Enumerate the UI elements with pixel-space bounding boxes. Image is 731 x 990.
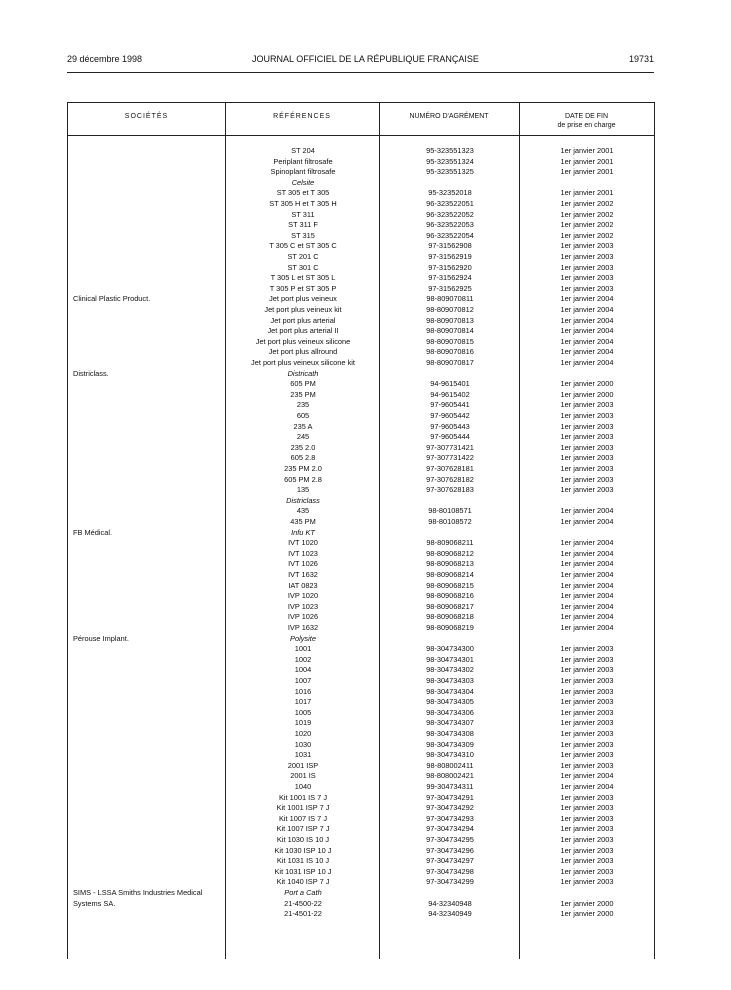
reference-cell: 605 PM 2.8 [284, 474, 322, 484]
reference-cell: Infu KT [291, 527, 315, 537]
agrement-number-cell: 98-809068214 [426, 570, 474, 579]
reference-cell: Districlass [286, 495, 320, 505]
reference-cell: 1004 [294, 665, 312, 675]
table-row [68, 178, 654, 189]
reference-cell: 1040 [294, 782, 312, 791]
end-date-cell: 1er janvier 2003 [560, 866, 614, 876]
agrement-number-cell: 98-304734300 [426, 644, 474, 654]
agrement-number-cell: 98-304734308 [426, 729, 474, 738]
reference-cell: Jet port plus veineux kit [264, 305, 342, 314]
table-row [68, 570, 654, 581]
agrement-number-cell: 97-307731421 [426, 442, 474, 452]
end-date-cell: 1er janvier 2003 [560, 729, 614, 738]
agrement-number-cell: 98-809068219 [426, 623, 474, 632]
reference-cell: IVT 1026 [288, 559, 318, 569]
reference-cell: 1030 [294, 739, 312, 749]
reference-cell: ST 305 H et T 305 H [269, 199, 337, 208]
approval-table [67, 102, 655, 959]
agrement-number-cell: 98-809070816 [426, 347, 474, 357]
end-date-cell: 1er janvier 2004 [560, 538, 614, 548]
end-date-cell: 1er janvier 2000 [560, 898, 614, 908]
end-date-cell: 1er janvier 2002 [560, 220, 614, 230]
reference-cell: 605 2.8 [290, 453, 316, 463]
reference-cell: 2001 ISP [287, 760, 319, 770]
reference-cell: 235 2.0 [290, 442, 316, 452]
end-date-cell: 1er janvier 2003 [560, 813, 614, 823]
table-row [68, 899, 654, 910]
header-numero: NUMÉRO D'AGRÉMENT [409, 113, 489, 120]
end-date-cell: 1er janvier 2003 [560, 824, 614, 834]
end-date-cell: 1er janvier 2003 [560, 835, 614, 844]
end-date-cell: 1er janvier 2004 [560, 336, 614, 346]
table-row [68, 167, 654, 178]
table-row [68, 729, 654, 740]
reference-cell: ST 311 F [288, 220, 318, 230]
header-references: RÉFÉRENCES [273, 113, 331, 120]
reference-cell: 1001 [294, 644, 312, 654]
agrement-number-cell: 98-809068213 [426, 559, 474, 569]
table-row [68, 305, 654, 316]
end-date-cell: 1er janvier 2000 [560, 379, 614, 389]
agrement-number-cell: 98-809070815 [426, 336, 474, 346]
agrement-number-cell: 98-809070817 [426, 358, 474, 367]
table-row [68, 294, 654, 305]
end-date-cell: 1er janvier 2003 [560, 485, 614, 495]
reference-cell: 235 A [293, 421, 313, 431]
table-row [68, 655, 654, 666]
agrement-number-cell: 96-323522052 [426, 209, 474, 219]
agrement-number-cell: 97-9605442 [430, 411, 470, 420]
reference-cell: Kit 1001 ISP 7 J [276, 803, 330, 813]
reference-cell: T 305 C et ST 305 C [269, 241, 337, 251]
table-row [68, 422, 654, 433]
agrement-number-cell: 97-304734292 [426, 803, 474, 813]
agrement-number-cell: 97-304734293 [426, 813, 474, 823]
agrement-number-cell: 98-809068218 [426, 612, 474, 622]
table-row [68, 676, 654, 687]
reference-cell: 605 [296, 411, 310, 420]
agrement-number-cell: 97-9605441 [430, 400, 470, 410]
reference-cell: 1016 [294, 686, 312, 696]
reference-cell: 1019 [294, 718, 312, 728]
journal-title: JOURNAL OFFICIEL DE LA RÉPUBLIQUE FRANÇAISE [252, 54, 479, 64]
page-date: 29 décembre 1998 [67, 54, 143, 64]
reference-cell: 1017 [294, 697, 312, 707]
table-row [68, 909, 654, 920]
table-row [68, 284, 654, 295]
end-date-cell: 1er janvier 2003 [560, 665, 614, 675]
end-date-cell: 1er janvier 2003 [560, 654, 614, 664]
reference-cell: IVT 1020 [288, 538, 318, 548]
end-date-cell: 1er janvier 2003 [560, 718, 614, 728]
end-date-cell: 1er janvier 2000 [560, 909, 614, 919]
end-date-cell: 1er janvier 2002 [560, 209, 614, 219]
table-row [68, 220, 654, 231]
agrement-number-cell: 98-304734305 [426, 697, 474, 707]
agrement-number-cell: 94-9615401 [430, 379, 470, 389]
end-date-cell: 1er janvier 2004 [560, 326, 614, 336]
societe-cell: FB Médical. [73, 527, 113, 537]
agrement-number-cell: 98-809070813 [426, 315, 474, 325]
end-date-cell: 1er janvier 2004 [560, 305, 614, 314]
end-date-cell: 1er janvier 2003 [560, 644, 614, 654]
end-date-cell: 1er janvier 2003 [560, 760, 614, 770]
agrement-number-cell: 98-304734307 [426, 718, 474, 728]
reference-cell: Polysite [290, 633, 316, 643]
end-date-cell: 1er janvier 2003 [560, 792, 614, 802]
end-date-cell: 1er janvier 2003 [560, 877, 614, 887]
table-row [68, 803, 654, 814]
table-row [68, 273, 654, 284]
agrement-number-cell: 98-809070812 [426, 305, 474, 314]
reference-cell: 235 PM [290, 389, 316, 399]
table-row [68, 771, 654, 782]
agrement-number-cell: 95-323551324 [426, 156, 474, 166]
table-row [68, 549, 654, 560]
reference-cell: IVT 1632 [288, 570, 318, 579]
table-row [68, 718, 654, 729]
agrement-number-cell: 97-304734299 [426, 877, 474, 887]
reference-cell: Port a Cath [284, 888, 322, 897]
reference-cell: Kit 1007 ISP 7 J [276, 824, 330, 834]
table-row [68, 559, 654, 570]
agrement-number-cell: 95-323551325 [426, 167, 474, 177]
agrement-number-cell: 98-80108572 [428, 517, 472, 526]
agrement-number-cell: 98-304734301 [426, 654, 474, 664]
reference-cell: 235 PM 2.0 [284, 464, 322, 473]
table-row [68, 644, 654, 655]
agrement-number-cell: 98-809070814 [426, 326, 474, 336]
reference-cell: Kit 1031 ISP 10 J [274, 866, 332, 876]
end-date-cell: 1er janvier 2003 [560, 273, 614, 283]
agrement-number-cell: 98-304734303 [426, 676, 474, 685]
table-row [68, 867, 654, 878]
end-date-cell: 1er janvier 2003 [560, 283, 614, 293]
table-row [68, 538, 654, 549]
table-row [68, 634, 654, 645]
end-date-cell: 1er janvier 2003 [560, 464, 614, 473]
end-date-cell: 1er janvier 2003 [560, 400, 614, 410]
table-row [68, 231, 654, 242]
end-date-cell: 1er janvier 2001 [560, 156, 614, 166]
end-date-cell: 1er janvier 2003 [560, 803, 614, 813]
end-date-cell: 1er janvier 2003 [560, 432, 614, 442]
header-societes: SOCIÉTÉS [124, 113, 169, 120]
reference-cell: Jet port plus arterial II [267, 326, 339, 336]
agrement-number-cell: 98-809068217 [426, 601, 474, 611]
table-row [68, 464, 654, 475]
end-date-cell: 1er janvier 2003 [560, 856, 614, 866]
reference-cell: 1005 [294, 707, 312, 717]
table-row [68, 475, 654, 486]
agrement-number-cell: 97-9605444 [430, 432, 470, 442]
table-row [68, 400, 654, 411]
header-date-line1: DATE DE FIN [564, 113, 609, 120]
societe-cell: Pérouse Implant. [73, 633, 129, 643]
reference-cell: ST 201 C [287, 252, 319, 261]
reference-cell: IVP 1026 [287, 612, 319, 622]
table-row [68, 188, 654, 199]
reference-cell: 435 PM [290, 517, 316, 526]
table-row [68, 591, 654, 602]
end-date-cell: 1er janvier 2004 [560, 347, 614, 357]
reference-cell: Kit 1007 IS 7 J [278, 813, 328, 823]
table-row [68, 369, 654, 380]
table-row [68, 846, 654, 857]
end-date-cell: 1er janvier 2001 [560, 146, 614, 155]
table-row [68, 814, 654, 825]
reference-cell: ST 311 [291, 209, 315, 219]
table-row [68, 432, 654, 443]
reference-cell: 435 [296, 506, 310, 516]
table-row [68, 252, 654, 263]
reference-cell: 21-4501-22 [284, 909, 322, 919]
agrement-number-cell: 94-32340948 [428, 898, 472, 908]
table-row [68, 528, 654, 539]
agrement-number-cell: 97-31562920 [428, 262, 472, 272]
reference-cell: Periplant filtrosafe [273, 156, 333, 166]
end-date-cell: 1er janvier 2003 [560, 697, 614, 707]
end-date-cell: 1er janvier 2003 [560, 241, 614, 251]
agrement-number-cell: 95-32352018 [428, 188, 472, 198]
reference-cell: IVP 1632 [287, 623, 319, 632]
agrement-number-cell: 97-304734291 [426, 792, 474, 802]
end-date-cell: 1er janvier 2003 [560, 453, 614, 463]
agrement-number-cell: 98-809068215 [426, 580, 474, 590]
table-row [68, 612, 654, 623]
end-date-cell: 1er janvier 2004 [560, 315, 614, 325]
table-row [68, 485, 654, 496]
end-date-cell: 1er janvier 2003 [560, 845, 614, 855]
societe-cell: SIMS - LSSA Smiths Industries Medical [73, 888, 203, 897]
table-row [68, 443, 654, 454]
table-row [68, 241, 654, 252]
end-date-cell: 1er janvier 2003 [560, 442, 614, 452]
agrement-number-cell: 97-9605443 [430, 421, 470, 431]
end-date-cell: 1er janvier 2003 [560, 421, 614, 431]
table-row [68, 581, 654, 592]
end-date-cell: 1er janvier 2004 [560, 559, 614, 569]
agrement-number-cell: 97-31562919 [428, 252, 472, 261]
agrement-number-cell: 98-809068211 [426, 538, 474, 548]
end-date-cell: 1er janvier 2003 [560, 262, 614, 272]
end-date-cell: 1er janvier 2003 [560, 474, 614, 484]
table-row [68, 263, 654, 274]
table-row [68, 602, 654, 613]
table-row [68, 665, 654, 676]
reference-cell: ST 315 [291, 230, 315, 240]
agrement-number-cell: 95-323551323 [426, 146, 474, 155]
table-row [68, 782, 654, 793]
header-date [519, 112, 654, 130]
end-date-cell: 1er janvier 2004 [560, 591, 614, 601]
end-date-cell: 1er janvier 2003 [560, 750, 614, 760]
end-date-cell: 1er janvier 2003 [560, 686, 614, 696]
table-row [68, 687, 654, 698]
agrement-number-cell: 97-304734295 [426, 835, 474, 844]
table-row [68, 835, 654, 846]
header-divider [68, 135, 654, 136]
end-date-cell: 1er janvier 2004 [560, 601, 614, 611]
agrement-number-cell: 98-808002421 [426, 771, 474, 781]
reference-cell: 1007 [294, 676, 312, 685]
agrement-number-cell: 96-323522051 [426, 199, 474, 208]
agrement-number-cell: 98-80108571 [428, 506, 472, 516]
agrement-number-cell: 98-304734310 [426, 750, 474, 760]
societe-cell: Systems SA. [73, 898, 116, 908]
reference-cell: 245 [296, 432, 310, 442]
reference-cell: IVP 1020 [287, 591, 319, 601]
end-date-cell: 1er janvier 2003 [560, 411, 614, 420]
table-row [68, 379, 654, 390]
end-date-cell: 1er janvier 2001 [560, 167, 614, 177]
end-date-cell: 1er janvier 2004 [560, 612, 614, 622]
table-row [68, 697, 654, 708]
table-row [68, 358, 654, 369]
reference-cell: 235 [296, 400, 310, 410]
end-date-cell: 1er janvier 2003 [560, 676, 614, 685]
reference-cell: Kit 1001 IS 7 J [278, 792, 328, 802]
reference-cell: ST 305 et T 305 [276, 188, 330, 198]
table-row [68, 157, 654, 168]
reference-cell: Jet port plus veineux [269, 294, 337, 304]
agrement-number-cell: 98-809068212 [426, 548, 474, 558]
reference-cell: 1002 [294, 654, 312, 664]
table-row [68, 411, 654, 422]
agrement-number-cell: 94-32340949 [428, 909, 472, 919]
reference-cell: 1020 [294, 729, 312, 738]
header-rule [67, 72, 654, 73]
agrement-number-cell: 97-307731422 [426, 453, 474, 463]
end-date-cell: 1er janvier 2002 [560, 230, 614, 240]
table-row [68, 506, 654, 517]
table-row [68, 390, 654, 401]
agrement-number-cell: 97-304734294 [426, 824, 474, 834]
table-row [68, 210, 654, 221]
reference-cell: 605 PM [290, 379, 316, 389]
table-row [68, 623, 654, 634]
table-row [68, 517, 654, 528]
table-row [68, 337, 654, 348]
end-date-cell: 1er janvier 2004 [560, 517, 614, 526]
end-date-cell: 1er janvier 2004 [560, 358, 614, 367]
end-date-cell: 1er janvier 2004 [560, 548, 614, 558]
agrement-number-cell: 97-31562925 [428, 283, 472, 293]
agrement-number-cell: 94-9615402 [430, 389, 470, 399]
reference-cell: 135 [296, 485, 310, 495]
societe-cell: Clinical Plastic Product. [73, 294, 151, 304]
table-row [68, 316, 654, 327]
reference-cell: Celsite [291, 177, 315, 187]
end-date-cell: 1er janvier 2004 [560, 506, 614, 516]
table-row [68, 793, 654, 804]
agrement-number-cell: 99-304734311 [426, 782, 474, 791]
table-row [68, 856, 654, 867]
table-row [68, 740, 654, 751]
agrement-number-cell: 97-31562924 [428, 273, 472, 283]
table-row [68, 496, 654, 507]
table-row [68, 824, 654, 835]
agrement-number-cell: 98-808002411 [426, 760, 474, 770]
end-date-cell: 1er janvier 2003 [560, 707, 614, 717]
table-row [68, 750, 654, 761]
agrement-number-cell: 98-304734304 [426, 686, 474, 696]
reference-cell: Jet port plus allround [268, 347, 338, 357]
agrement-number-cell: 97-304734297 [426, 856, 474, 866]
agrement-number-cell: 97-307628183 [426, 485, 474, 495]
table-row [68, 888, 654, 899]
reference-cell: Districath [287, 368, 319, 378]
agrement-number-cell: 98-304734309 [426, 739, 474, 749]
reference-cell: 2001 IS [290, 771, 316, 781]
agrement-number-cell: 97-304734298 [426, 866, 474, 876]
reference-cell: ST 301 C [287, 262, 319, 272]
end-date-cell: 1er janvier 2000 [560, 389, 614, 399]
table-row [68, 146, 654, 157]
table-row [68, 453, 654, 464]
end-date-cell: 1er janvier 2004 [560, 570, 614, 579]
table-row [68, 326, 654, 337]
reference-cell: T 305 P et ST 305 P [269, 283, 337, 293]
reference-cell: Jet port plus veineux silicone kit [251, 358, 355, 367]
agrement-number-cell: 98-304734302 [426, 665, 474, 675]
table-row [68, 761, 654, 772]
reference-cell: T 305 L et ST 305 L [270, 273, 336, 283]
end-date-cell: 1er janvier 2003 [560, 252, 614, 261]
agrement-number-cell: 98-809070811 [426, 294, 474, 304]
table-row [68, 347, 654, 358]
agrement-number-cell: 96-323522053 [426, 220, 474, 230]
reference-cell: Kit 1030 ISP 10 J [274, 845, 332, 855]
end-date-cell: 1er janvier 2003 [560, 739, 614, 749]
end-date-cell: 1er janvier 2004 [560, 782, 614, 791]
reference-cell: Jet port plus veineux silicone [255, 336, 351, 346]
end-date-cell: 1er janvier 2001 [560, 188, 614, 198]
agrement-number-cell: 98-809068216 [426, 591, 474, 601]
table-row [68, 877, 654, 888]
reference-cell: 1031 [294, 750, 312, 760]
end-date-cell: 1er janvier 2004 [560, 771, 614, 781]
reference-cell: IVT 1023 [288, 548, 318, 558]
reference-cell: Spinoplant filtrosafe [270, 167, 336, 177]
end-date-cell: 1er janvier 2002 [560, 199, 614, 208]
agrement-number-cell: 97-304734296 [426, 845, 474, 855]
table-row [68, 708, 654, 719]
reference-cell: Jet port plus arterial [270, 315, 336, 325]
agrement-number-cell: 96-323522054 [426, 230, 474, 240]
reference-cell: IVP 1023 [287, 601, 319, 611]
reference-cell: IAT 0823 [288, 580, 318, 590]
reference-cell: Kit 1030 IS 10 J [276, 835, 330, 844]
header-date-line2: de prise en charge [557, 122, 616, 129]
agrement-number-cell: 98-304734306 [426, 707, 474, 717]
page-number: 19731 [628, 54, 654, 64]
societe-cell: Districlass. [73, 368, 109, 378]
reference-cell: Kit 1031 IS 10 J [276, 856, 330, 866]
table-row [68, 199, 654, 210]
agrement-number-cell: 97-307628181 [426, 464, 474, 473]
reference-cell: ST 204 [291, 146, 315, 155]
reference-cell: 21-4500-22 [284, 898, 322, 908]
end-date-cell: 1er janvier 2004 [560, 623, 614, 632]
reference-cell: Kit 1040 ISP 7 J [276, 877, 330, 887]
end-date-cell: 1er janvier 2004 [560, 294, 614, 304]
agrement-number-cell: 97-31562908 [428, 241, 472, 251]
agrement-number-cell: 97-307628182 [426, 474, 474, 484]
end-date-cell: 1er janvier 2004 [560, 580, 614, 590]
